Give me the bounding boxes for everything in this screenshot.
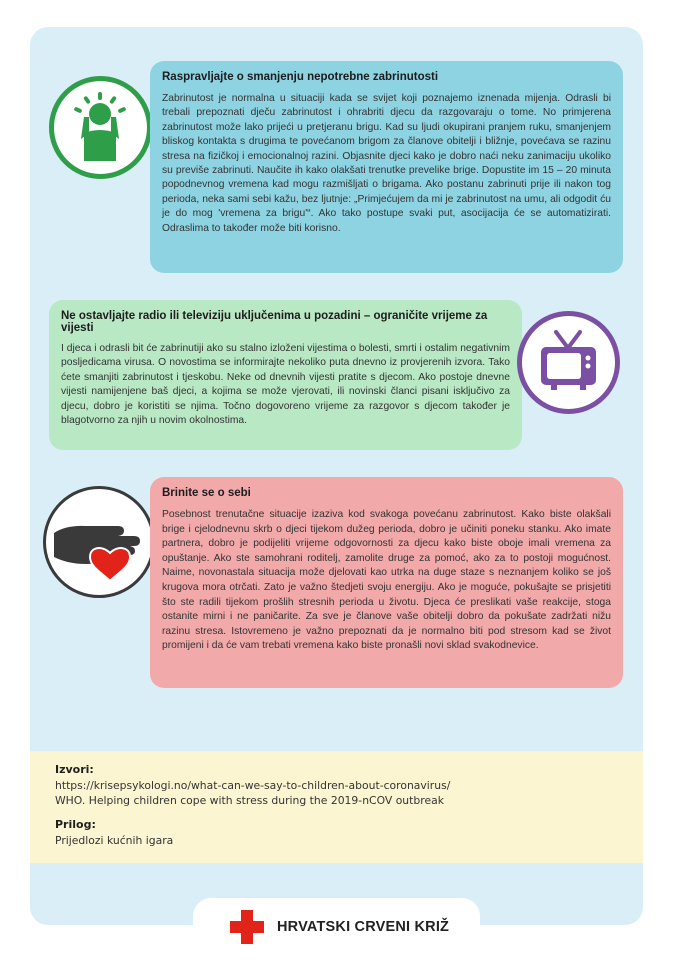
attachment-item: Prijedlozi kućnih igara [55,834,174,847]
section-body: Posebnost trenutačne situacije izaziva kod svakoga povećanu zabrinutost. Kako biste olakšali brige i cjelodnevnu skrb o djeci tijekom dužeg perioda, dobro je učiniti poneku stanku. Ako imate partnera, dobro je podijeliti vrijeme odgovornosti za djecu kako biste oboje imali vremena za opuštanje. Ako ste samohrani roditelj, zamolite druge za pomoć, ako za to postoji mogućnost. Naime, novonastala situacija može djelovati kao utrka na duge staze s neznanjem koliko se još krugova mora otrčati. Zato je važno štedjeti svoju energiju. Ako je moguće, pokušajte se prisjetiti što ste radili tijekom prošlih stresnih perioda u životu. Djeca će preslikati vaše reakcije, stoga ostanite mirni i ne paničarite. Za sve je članove vaše obitelji dobro da pokušate zadržati nižu razinu stresa. Istovremeno je važno prepoznati da je normalno biti pod stresom kad se život promijeni i da će vam trebati vremena kako biste pronašli novi sklad svakodnevice. [162,509,611,652]
worried-person-icon [49,76,152,179]
section-title: Ne ostavljajte radio ili televiziju uključenima u pozadini – ograničite vrijeme za vijesti [61,310,488,334]
section-worry-card [150,61,623,273]
section-news-card [49,300,522,450]
attachment-label: Prilog: [55,818,96,831]
source-link[interactable]: https://krisepsykologi.no/what-can-we-say-to-children-about-coronavirus/ [55,779,451,792]
hand-heart-icon [43,486,155,598]
section-selfcare-card [150,477,623,688]
footer-logo-bar [193,898,480,954]
section-title: Brinite se o sebi [162,487,251,499]
organization-name: HRVATSKI CRVENI KRIŽ [277,919,450,935]
sources-label: Izvori: [55,763,94,776]
section-body: Zabrinutost je normalna u situaciji kada se svijet koji poznajemo iznenada mijenja. Odrasli bi trebali prepoznati dječu zabrinutost i ohrabriti djecu da razgovaraju o tome. No primjerena zabrinutost može lako prijeći u pretjeranu brigu. Kad su ljudi okupirani pranjem ruku, smanjenjem bliskog kontakta s drugima te povećanom brigom za članove obitelji i bližnje, povećava se razinu stresa na fizičkoj i emocionalnoj razini. Objasnite djeci kako je dobro naći neku zanimaciju ukoliko su previše zabrinuti. Naučite ih kako olakšati trenutke prevelike brige. Dopustite im 15 – 20 minuta popodnevnog vremena kad mogu razmišljati o brigama. Ako postanu zabrinuti prije ili nakon tog perioda, neka sami sebi kažu, bez ljutnje: „Primjećujem da mi je zabrinutost na umu, ali odgodit ću je do mog 'vremena za brigu'“. Ako tako postupe svaki put, asocijacija će se automatizirati. Odraslima to također može biti korisno. [162,93,611,234]
section-title: Raspravljajte o smanjenju nepotrebne zabrinutosti [162,71,439,83]
source-reference: WHO. Helping children cope with stress during the 2019-nCOV outbreak [55,794,444,807]
television-icon [517,311,620,414]
red-cross-icon [229,909,265,945]
section-body: I djeca i odrasli bit će zabrinutiji ako su stalno izloženi vijestima o bolesti, smrti i ostalim negativnim posljedicama virusa. O novostima se informirajte nekoliko puta dnevno iz provjerenih izvora. Tako ćete smanjiti zabrinutost i tjeskobu. Neke od dnevnih vijesti pratite s djecom. Ako postoje dnevne vijesti namijenjene baš djeci, a kojima se može vjerovati, ili novinski članci pisani isključivo za djecu, dobro je koristiti se njima. Točno dogovoreno vrijeme za razgovor s djecom također je blagotvorno za njih u novim okolnostima. [61,343,510,427]
sources-panel [30,751,643,863]
